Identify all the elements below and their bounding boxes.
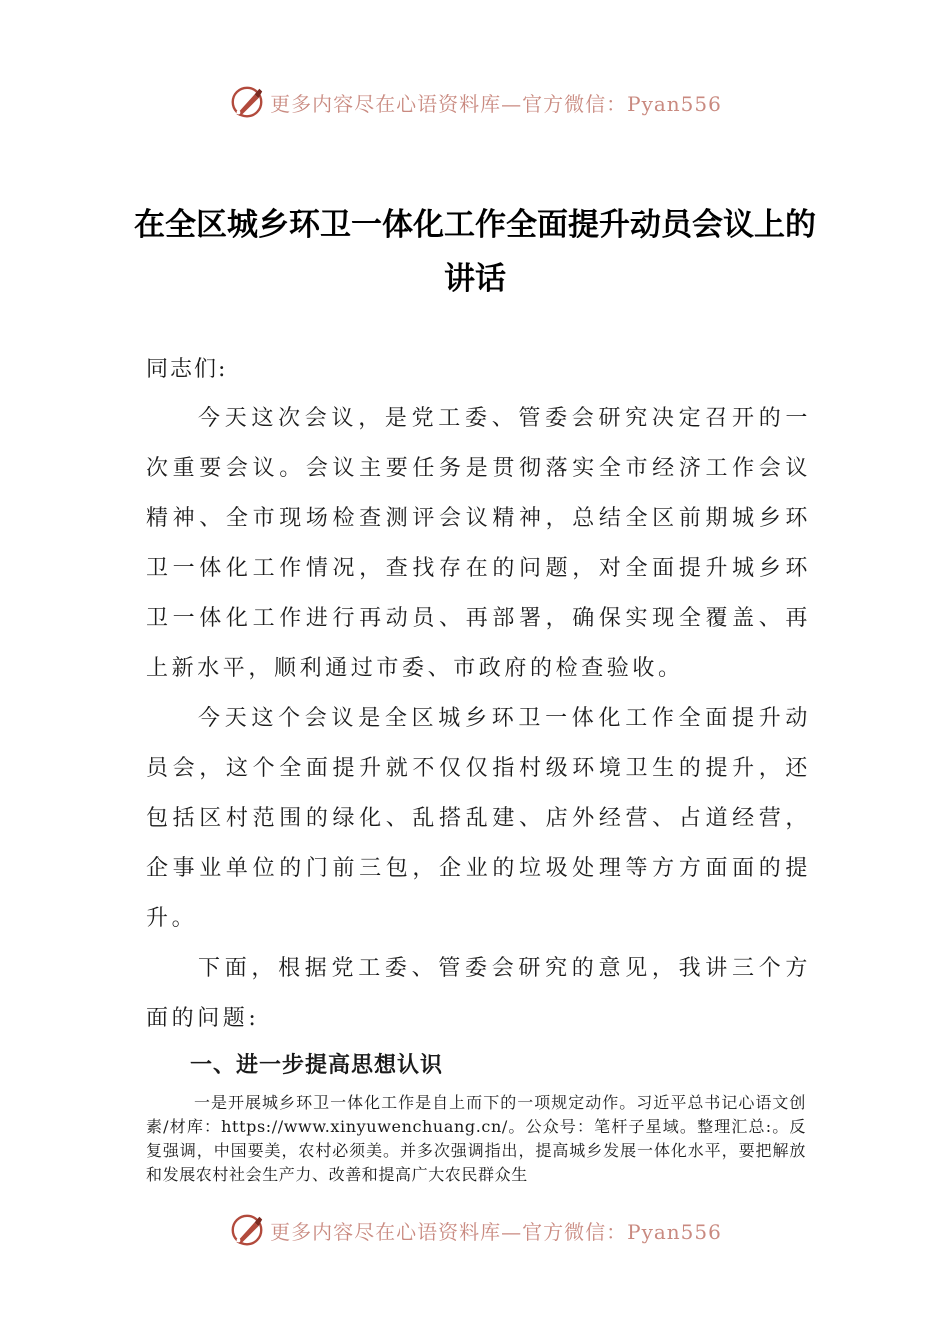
section-heading: 一、进一步提高思想认识 — [190, 1053, 444, 1078]
paragraph-3: 下面，根据党工委、管委会研究的意见，我讲三个方面的问题: — [146, 956, 811, 1031]
paragraph-2: 今天这个会议是全区城乡环卫一体化工作全面提升动员会，这个全面提升就不仅仅指村级环境卫生的提升，还包括区村范围的绿化、乱搭乱建、店外经营、占道经营，企事业单位的门前三包，企业的垃圾处理等方方面面的提升。 — [146, 706, 811, 931]
paragraph-1: 今天这次会议，是党工委、管委会研究决定召开的一次重要会议。会议主要任务是贯彻落实全市经济工作会议精神、全市现场检查测评会议精神，总结全区前期城乡环卫一体化工作情况，查找存在的问题，对全面提升城乡环卫一体化工作进行再动员、再部署，确保实现全覆盖、再上新水平，顺利通过市委、市政府的检查验收。 — [146, 406, 811, 681]
watermark-banner-bottom — [0, 1208, 950, 1252]
pen-logo-icon — [228, 83, 266, 121]
watermark-text: 更多内容尽在心语资料库—官方微信：Pyan556 — [270, 1219, 722, 1244]
pen-logo-icon — [228, 1211, 266, 1249]
document-title: 在全区城乡环卫一体化工作全面提升动员会议上的讲话 — [134, 207, 816, 297]
section-paragraph: 一是开展城乡环卫一体化工作是自上而下的一项规定动作。习近平总书记心语文创素/材库：https://www.xinyuwenchuang.cn/。公众号：笔杆子星域。整理汇总:。反复强调，中国要美，农村必须美。并多次强调指出，提高城乡发展一体化水平，要把解放和发展农村社会生产力、改善和提高广大农民群众生 — [146, 1093, 806, 1184]
watermark-text: 更多内容尽在心语资料库—官方微信：Pyan556 — [270, 91, 722, 116]
salutation: 同志们: — [146, 357, 228, 382]
watermark-banner-top — [0, 80, 950, 124]
